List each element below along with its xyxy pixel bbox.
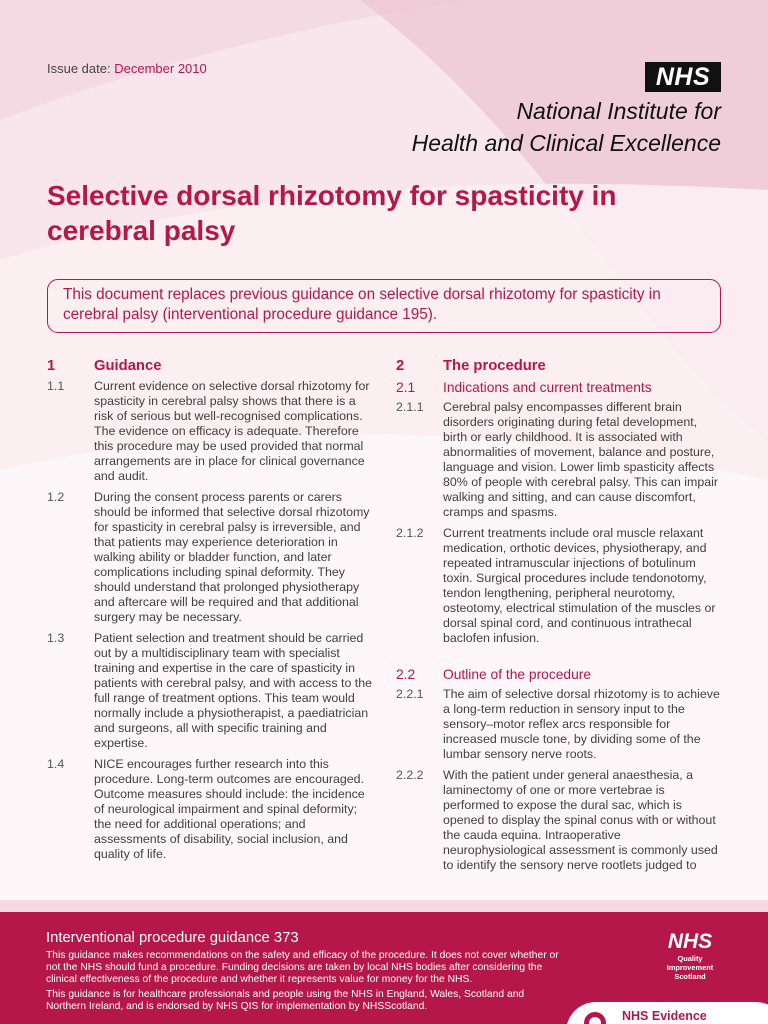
paragraph-text: The aim of selective dorsal rhizotomy is to achieve a long-term reduction in sensory input to the sensory–motor reflex arcs responsible for increased muscle tone, by dividing some of the lumbar sensory nerve roots. bbox=[443, 687, 720, 761]
paragraph-text: Patient selection and treatment should be carried out by a multidisciplinary team with specialist training and expertise in the care of spasticity in patients with cerebral palsy, and with access to the full range of treatment options. This team would normally include a physiotherapist, a paediatrician and surgeons, all with specific training and expertise. bbox=[94, 631, 373, 750]
procedure-section bbox=[396, 357, 721, 879]
subsection-number: 2.1 bbox=[396, 380, 416, 395]
footer-paragraph: This guidance makes recommendations on the safety and efficacy of the procedure. It does not cover whether or not the NHS should fund a procedure. Funding decisions are taken by local NHS bodies after considering the clinical effectiveness of the procedure and whether it represents value for money for the NHS. bbox=[46, 950, 559, 985]
footer-title: Interventional procedure guidance 373 bbox=[46, 930, 299, 946]
footer-text bbox=[46, 950, 566, 1016]
guidance-heading bbox=[47, 357, 372, 375]
qis-logo-mark: NHS bbox=[667, 930, 713, 953]
footer-band bbox=[0, 912, 768, 1024]
institute-line-2: Health and Clinical Excellence bbox=[411, 130, 721, 156]
paragraph-number: 2.1.1 bbox=[396, 400, 424, 414]
section-number: 1 bbox=[47, 358, 56, 374]
paragraph-number: 2.1.2 bbox=[396, 526, 424, 540]
subsection-title: Indications and current treatments bbox=[443, 380, 652, 395]
replacement-notice bbox=[47, 279, 721, 333]
paragraph bbox=[396, 526, 721, 646]
subsection-title: Outline of the procedure bbox=[443, 667, 592, 682]
procedure-heading bbox=[396, 357, 721, 375]
footer-paragraph: This guidance is for healthcare professionals and people using the NHS in England, Wales, Scotland and Northern Ireland, and is endorsed by NHS QIS for implementation by NHSScotland. bbox=[46, 989, 525, 1012]
qis-line-3: Scotland bbox=[674, 972, 706, 981]
qis-line-1: Quality bbox=[677, 954, 703, 963]
page-title-line-1: Selective dorsal rhizotomy for spasticity in bbox=[47, 180, 617, 211]
evidence-ring-icon bbox=[584, 1012, 606, 1024]
replacement-notice-text: This document replaces previous guidance on selective dorsal rhizotomy for spasticity in cerebral palsy (interventional procedure guidance 195). bbox=[63, 286, 661, 323]
nhs-logo: NHS bbox=[645, 62, 721, 92]
paragraph-text: Current evidence on selective dorsal rhizotomy for spasticity in cerebral palsy shows that there is a risk of serious but well-recognised complications. The evidence on efficacy is adequate. Therefore this procedure may be used provided that normal arrangements are in place for clinical governance and audit. bbox=[94, 379, 370, 483]
page-title bbox=[47, 178, 727, 248]
paragraph bbox=[47, 490, 372, 625]
subsection-heading bbox=[396, 379, 721, 397]
nhs-qis-logo bbox=[658, 930, 722, 981]
paragraph bbox=[47, 757, 372, 862]
section-title: Guidance bbox=[94, 358, 162, 374]
page-title-line-2: cerebral palsy bbox=[47, 215, 236, 246]
paragraph-number: 2.2.2 bbox=[396, 768, 424, 782]
qis-line-2: Improvement bbox=[666, 963, 714, 972]
issue-date bbox=[47, 61, 207, 76]
evidence-label: NHS Evidence bbox=[622, 1009, 707, 1023]
paragraph-number: 1.2 bbox=[47, 490, 65, 504]
institute-line-1: National Institute for bbox=[516, 98, 721, 124]
paragraph-number: 1.3 bbox=[47, 631, 65, 645]
subsection-heading bbox=[396, 666, 721, 684]
paragraph-number: 1.1 bbox=[47, 379, 65, 393]
paragraph-number: 1.4 bbox=[47, 757, 65, 771]
paragraph bbox=[396, 687, 721, 762]
guidance-section bbox=[47, 357, 372, 868]
paragraph-number: 2.2.1 bbox=[396, 687, 424, 701]
section-number: 2 bbox=[396, 358, 405, 374]
paragraph-text: Cerebral palsy encompasses different brain disorders originating during fetal development, birth or early childhood. It is associated with abnormalities of movement, balance and posture, language and vision. Lower limb spasticity affects 80% of people with cerebral palsy. This can impair walking and sitting, and can cause discomfort, cramps and spasms. bbox=[443, 400, 719, 519]
paragraph bbox=[396, 400, 721, 520]
paragraph bbox=[396, 768, 721, 873]
paragraph-text: During the consent process parents or carers should be informed that selective dorsal rhizotomy for spasticity in cerebral palsy is irreversible, and that patients may experience deterioration in walking ability or bladder function, and later complications including spinal deformity. They should understand that prolonged physiotherapy and aftercare will be required and that additional surgery may be necessary. bbox=[94, 490, 370, 624]
paragraph-text: NICE encourages further research into this procedure. Long-term outcomes are encouraged. Outcome measures should include: the incidence of neurological impairment and spinal deformity; the need for additional operations; and assessments of disability, social inclusion, and quality of life. bbox=[94, 757, 365, 861]
issue-date-label: Issue date: bbox=[47, 61, 111, 76]
issue-date-value: December 2010 bbox=[114, 61, 207, 76]
section-title: The procedure bbox=[443, 358, 546, 374]
paragraph bbox=[47, 379, 372, 484]
institute-name bbox=[412, 95, 721, 159]
paragraph-text: Current treatments include oral muscle relaxant medication, orthotic devices, physiotherapy, and repeated intramuscular injections of botulinum toxin. Surgical procedures include tendonotomy, tendon lengthening, peripheral neurotomy, osteotomy, electrical stimulation of the muscles or dorsal spinal cord, and continuous intrathecal baclofen infusion. bbox=[443, 526, 716, 645]
paragraph-text: With the patient under general anaesthesia, a laminectomy of one or more vertebrae is performed to expose the dural sac, which is opened to display the spinal conus with or without the cauda equina. Intraoperative neurophysiological assessment is commonly used to identify the sensory nerve rootlets judged to bbox=[443, 768, 718, 872]
subsection-number: 2.2 bbox=[396, 667, 416, 682]
paragraph bbox=[47, 631, 372, 751]
nhs-evidence-badge bbox=[566, 1002, 768, 1024]
